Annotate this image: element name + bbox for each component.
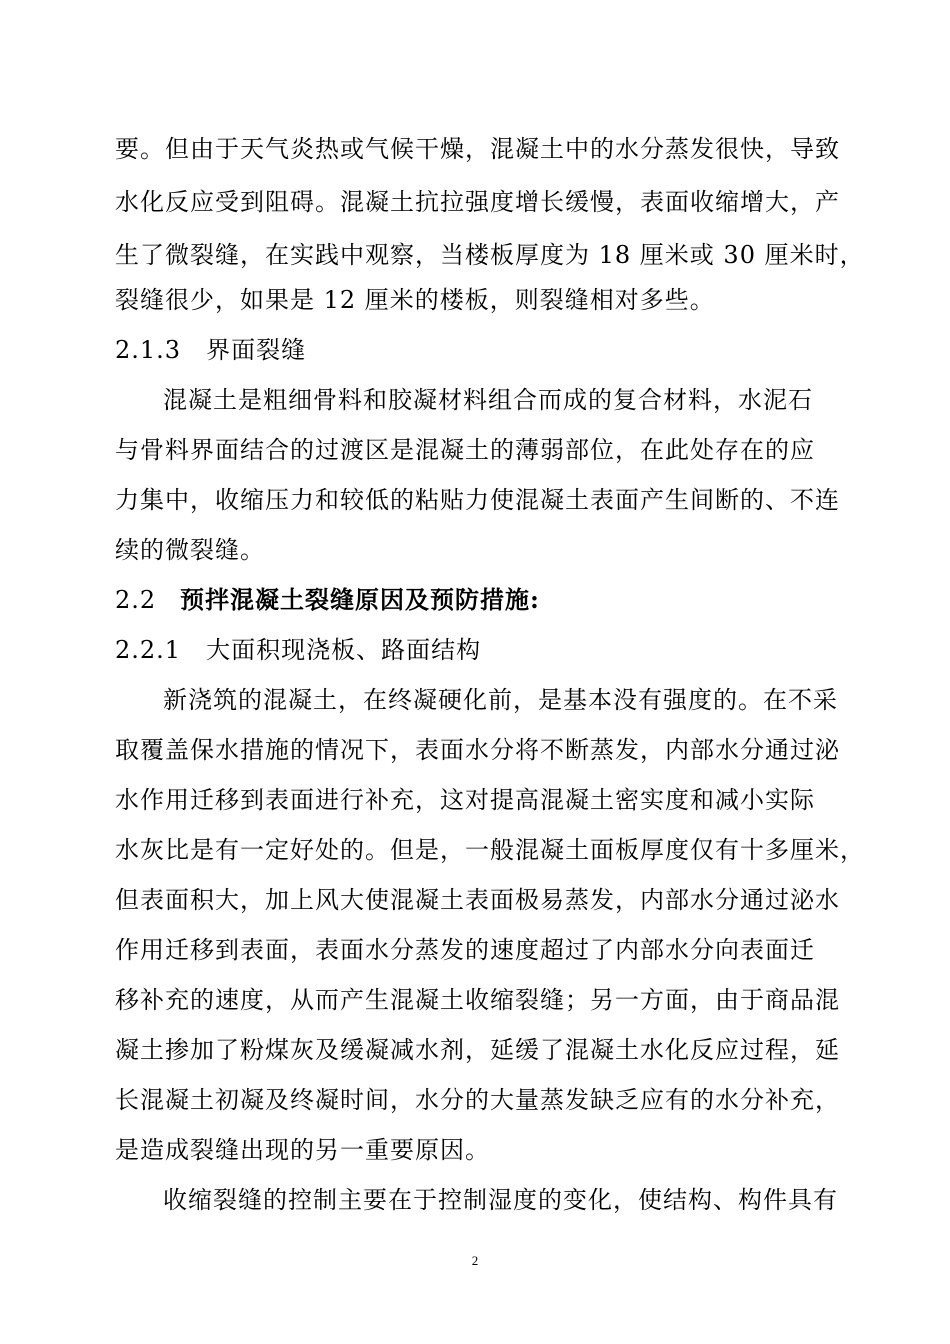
paragraph-line: 水灰比是有一定好处的。但是，一般混凝土面板厚度仅有十多厘米， bbox=[115, 836, 865, 864]
paragraph-line: 作用迁移到表面，表面水分蒸发的速度超过了内部水分向表面迁 bbox=[115, 936, 815, 964]
paragraph-line: 力集中，收缩压力和较低的粘贴力使混凝土表面产生间断的、不连 bbox=[115, 486, 840, 514]
paragraph-line: 收缩裂缝的控制主要在于控制湿度的变化，使结构、构件具有 bbox=[163, 1186, 838, 1214]
paragraph-line: 移补充的速度，从而产生混凝土收缩裂缝；另一方面，由于商品混 bbox=[115, 986, 840, 1014]
section-heading-2-1-3: 2.1.3 界面裂缝 bbox=[115, 336, 307, 364]
section-heading-2-2: 预拌混凝土裂缝原因及预防措施: bbox=[180, 585, 540, 614]
paragraph-line: 混凝土是粗细骨料和胶凝材料组合而成的复合材料，水泥石 bbox=[163, 386, 813, 414]
paragraph-line: 生了微裂缝，在实践中观察，当楼板厚度为 18 厘米或 30 厘米时， bbox=[115, 241, 865, 269]
paragraph-line: 水化反应受到阻碍。混凝土抗拉强度增长缓慢，表面收缩增大，产 bbox=[115, 188, 840, 216]
paragraph-line: 长混凝土初凝及终凝时间，水分的大量蒸发缺乏应有的水分补充， bbox=[115, 1086, 840, 1114]
paragraph-line: 要。但由于天气炎热或气候干燥，混凝土中的水分蒸发很快，导致 bbox=[115, 135, 840, 163]
paragraph-line: 凝土掺加了粉煤灰及缓凝减水剂，延缓了混凝土水化反应过程，延 bbox=[115, 1036, 840, 1064]
paragraph-line: 取覆盖保水措施的情况下，表面水分将不断蒸发，内部水分通过泌 bbox=[115, 736, 840, 764]
paragraph-line: 与骨料界面结合的过渡区是混凝土的薄弱部位，在此处存在的应 bbox=[115, 436, 815, 464]
paragraph-line: 水作用迁移到表面进行补充，这对提高混凝土密实度和减小实际 bbox=[115, 786, 815, 814]
paragraph-line: 新浇筑的混凝土，在终凝硬化前，是基本没有强度的。在不采 bbox=[163, 686, 838, 714]
section-heading-2-2-1: 2.2.1 大面积现浇板、路面结构 bbox=[115, 636, 482, 664]
section-number-2-2: 2.2 bbox=[115, 586, 157, 614]
page-number: 2 bbox=[471, 1253, 479, 1268]
paragraph-line: 续的微裂缝。 bbox=[115, 536, 265, 564]
paragraph-line: 裂缝很少，如果是 12 厘米的楼板，则裂缝相对多些。 bbox=[115, 286, 715, 314]
paragraph-line: 但表面积大，加上风大使混凝土表面极易蒸发，内部水分通过泌水 bbox=[115, 886, 840, 914]
paragraph-line: 是造成裂缝出现的另一重要原因。 bbox=[115, 1136, 490, 1164]
